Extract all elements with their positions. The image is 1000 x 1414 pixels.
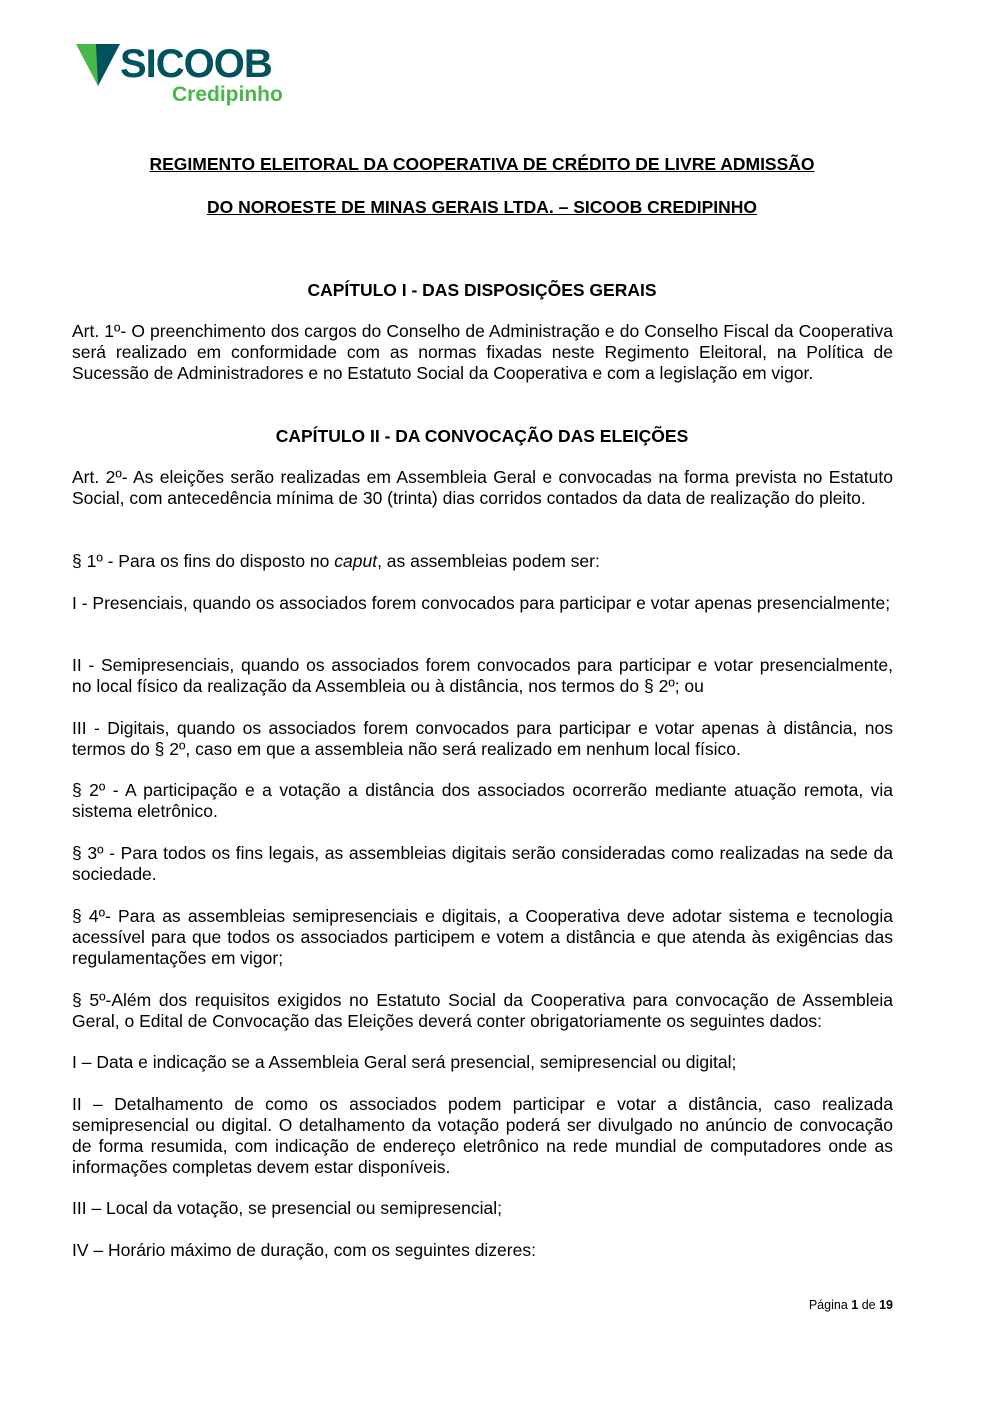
paragraph-3: § 3º - Para todos os fins legais, as assembleias digitais serão consideradas como realizadas na sede da sociedade. bbox=[72, 843, 893, 884]
article-1: Art. 1º- O preenchimento dos cargos do Conselho de Administração e do Conselho Fiscal da Cooperativa será realizado em conformidade com as normas fixadas neste Regimento Eleitoral, na Política de Sucessão de Administradores e no Estatuto Social da Cooperativa e com a legislação em vigor. bbox=[72, 321, 893, 383]
page-label: Página bbox=[808, 1298, 848, 1312]
item-digitais: III - Digitais, quando os associados forem convocados para participar e votar apenas à distância, nos termos do § 2º, caso em que a assembleia não será realizado em nenhum local físico. bbox=[72, 718, 893, 759]
paragraph-1-end: , as assembleias podem ser: bbox=[377, 551, 600, 571]
item-semipresenciais: II - Semipresenciais, quando os associados forem convocados para participar e votar presencialmente, no local físico da realização da Assembleia ou à distância, nos termos do § 2º; ou bbox=[72, 655, 893, 696]
requirement-4: IV – Horário máximo de duração, com os seguintes dizeres: bbox=[72, 1240, 536, 1260]
logo-subtitle: Credipinho bbox=[172, 83, 283, 106]
page-of: de bbox=[861, 1298, 876, 1312]
document-title-line-1: REGIMENTO ELEITORAL DA COOPERATIVA DE CRÉDITO DE LIVRE ADMISSÃO bbox=[149, 154, 815, 174]
sicoob-logo-icon bbox=[76, 42, 122, 88]
requirement-1: I – Data e indicação se a Assembleia Geral será presencial, semipresencial ou digital; bbox=[72, 1052, 737, 1072]
total-pages: 19 bbox=[879, 1298, 893, 1312]
sicoob-logo bbox=[76, 40, 286, 110]
requirement-3: III – Local da votação, se presencial ou semipresencial; bbox=[72, 1198, 502, 1218]
paragraph-5: § 5º-Além dos requisitos exigidos no Estatuto Social da Cooperativa para convocação de Assembleia Geral, o Edital de Convocação das Eleições deverá conter obrigatoriamente os seguintes dados: bbox=[72, 990, 893, 1031]
item-presenciais: I - Presenciais, quando os associados forem convocados para participar e votar apenas presencialmente; bbox=[72, 593, 891, 613]
page-number bbox=[809, 1298, 893, 1312]
paragraph-1 bbox=[72, 551, 893, 572]
paragraph-1-caput: caput bbox=[334, 551, 378, 571]
article-2: Art. 2º- As eleições serão realizadas em Assembleia Geral e convocadas na forma prevista no Estatuto Social, com antecedência mínima de 30 (trinta) dias corridos contados da data de realização do pleito. bbox=[72, 467, 893, 508]
paragraph-1-start: § 1º - Para os fins do disposto no bbox=[72, 551, 335, 571]
paragraph-4: § 4º- Para as assembleias semipresenciais e digitais, a Cooperativa deve adotar sistema e tecnologia acessível para que todos os associados participem e votem a distância e que atenda às exigências das regulamentações em vigor; bbox=[72, 906, 893, 968]
requirement-2: II – Detalhamento de como os associados podem participar e votar a distância, caso realizada semipresencial ou digital. O detalhamento da votação poderá ser divulgado no anúncio de convocação de forma resumida, com indicação de endereço eletrônico na rede mundial de computadores onde as informações completas devem estar disponíveis. bbox=[72, 1094, 893, 1177]
chapter-1-heading: CAPÍTULO I - DAS DISPOSIÇÕES GERAIS bbox=[307, 280, 657, 300]
paragraph-2: § 2º - A participação e a votação a distância dos associados ocorrerão mediante atuação remota, via sistema eletrônico. bbox=[72, 780, 893, 821]
chapter-2-heading: CAPÍTULO II - DA CONVOCAÇÃO DAS ELEIÇÕES bbox=[275, 426, 689, 446]
document-title-line-2: DO NOROESTE DE MINAS GERAIS LTDA. – SICOOB CREDIPINHO bbox=[206, 197, 757, 217]
logo-brand: SICOOB bbox=[120, 42, 272, 86]
current-page: 1 bbox=[851, 1298, 859, 1312]
